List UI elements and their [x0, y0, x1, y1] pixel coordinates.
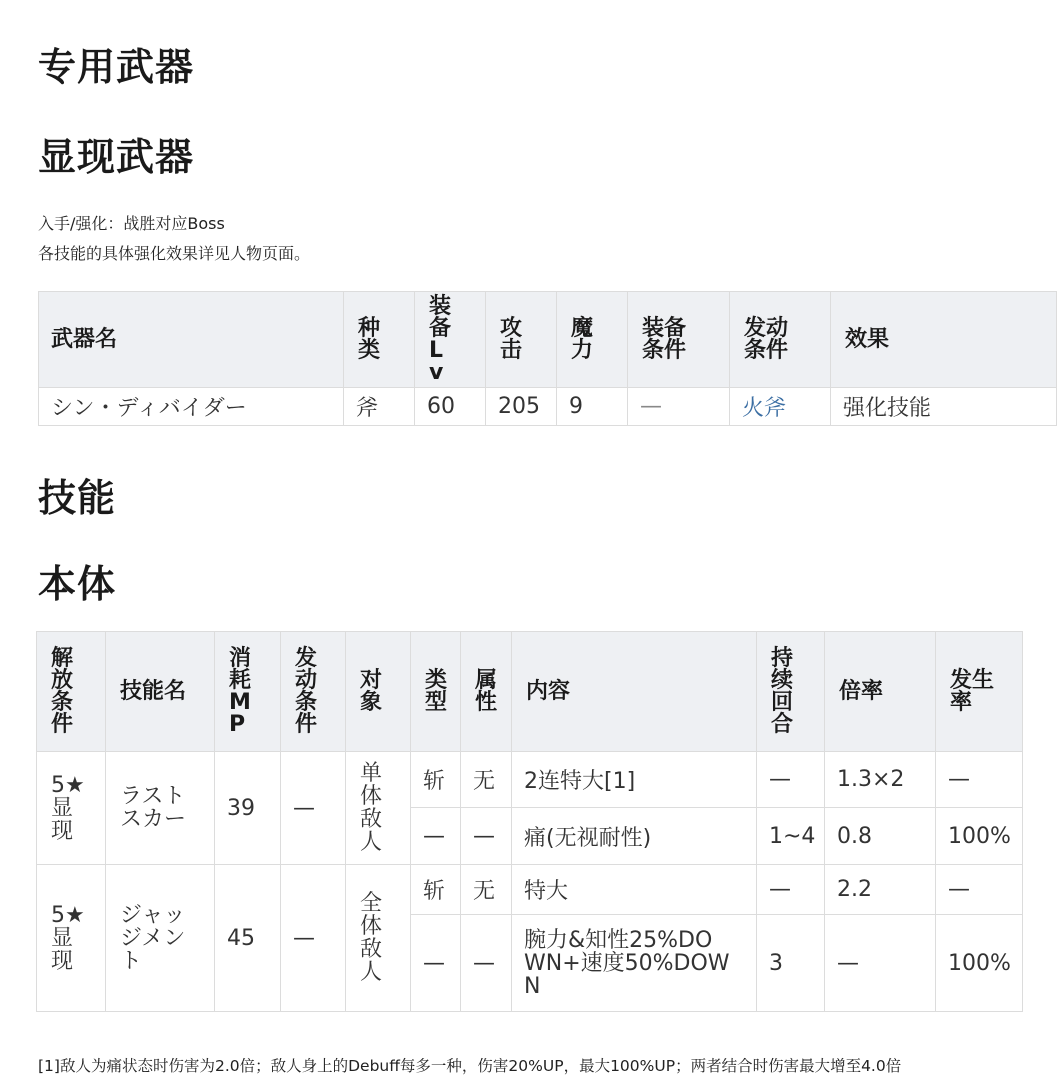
header-type: [411, 632, 461, 752]
effect-content: 痛(无视耐性): [512, 808, 757, 865]
header-type: [344, 292, 415, 388]
effect-chance: 100%: [936, 808, 1023, 865]
skill-unlock-text: 5★显现: [51, 772, 85, 844]
weapon-magic: 9: [557, 388, 628, 426]
note-text: 各技能的具体强化效果详见人物页面。: [38, 244, 311, 263]
skill-target: [346, 752, 411, 865]
effect-chance: —: [936, 865, 1023, 915]
table-row: [37, 752, 1023, 808]
effect-content: [512, 915, 757, 1012]
header-equip-cond: [628, 292, 730, 388]
weapon-row: [39, 388, 1057, 426]
header-skill-name: 技能名: [106, 632, 215, 752]
table-row: [37, 865, 1023, 915]
weapon-table-header: [39, 292, 1057, 388]
skill-name: [106, 752, 215, 865]
weapon-table: [38, 291, 1057, 426]
effect-attr: —: [461, 808, 512, 865]
header-target: [346, 632, 411, 752]
effect-rate: 1.3×2: [825, 752, 936, 808]
header-weapon-name: 武器名: [39, 292, 344, 388]
effect-attr: 无: [461, 752, 512, 808]
skill-cond: —: [281, 865, 346, 1012]
skill-target-text: 单体敌人: [360, 761, 383, 855]
header-rate: 倍率: [825, 632, 936, 752]
weapon-effect: 强化技能: [831, 388, 1057, 426]
weapon-equip-cond: —: [628, 388, 730, 426]
skill-name-text: ジャッジメント: [120, 902, 186, 974]
header-magic: [557, 292, 628, 388]
section-title-manifest: 显现武器: [38, 135, 195, 179]
header-trigger-cond-label: 发动条件: [744, 315, 789, 363]
effect-turns: 1~4: [757, 808, 825, 865]
header-trigger-cond: [730, 292, 831, 388]
skill-unlock-text: 5★显现: [51, 902, 85, 974]
header-mp-label: 消耗MP: [229, 645, 252, 737]
effect-type: 斩: [411, 752, 461, 808]
header-target-label: 对象: [360, 667, 383, 715]
weapon-trigger-cond-link[interactable]: 火斧: [730, 388, 831, 426]
header-chance: [936, 632, 1023, 752]
header-effect: 效果: [831, 292, 1057, 388]
skill-target: [346, 865, 411, 1012]
acquire-text: 入手/强化：战胜对应Boss: [38, 214, 225, 233]
header-equip-lv-label: 装备Lv: [429, 293, 452, 385]
weapon-name: シン・ディバイダー: [39, 388, 344, 426]
effect-chance: 100%: [936, 915, 1023, 1012]
section-title-skill: 技能: [38, 476, 117, 520]
skill-mp: 39: [215, 752, 281, 865]
skill-table: [36, 631, 1023, 1012]
effect-content: 2连特大[1]: [512, 752, 757, 808]
effect-content: 特大: [512, 865, 757, 915]
skill-target-text: 全体敌人: [360, 891, 383, 985]
header-content: 内容: [512, 632, 757, 752]
effect-rate: 0.8: [825, 808, 936, 865]
header-turns-label: 持续回合: [771, 645, 794, 737]
skill-cond: —: [281, 752, 346, 865]
header-type-label: 种类: [358, 315, 381, 363]
header-turns: [757, 632, 825, 752]
section-title-body: 本体: [38, 562, 117, 606]
header-attr-label: 属性: [475, 667, 498, 715]
skill-unlock: [37, 865, 106, 1012]
skill-mp: 45: [215, 865, 281, 1012]
effect-turns: 3: [757, 915, 825, 1012]
effect-turns: —: [757, 865, 825, 915]
skill-table-header: [37, 632, 1023, 752]
header-mp: [215, 632, 281, 752]
effect-attr: —: [461, 915, 512, 1012]
header-unlock: [37, 632, 106, 752]
header-attack: [486, 292, 557, 388]
header-cond: [281, 632, 346, 752]
weapon-attack: 205: [486, 388, 557, 426]
header-chance-label: 发生率: [950, 667, 995, 715]
header-cond-label: 发动条件: [295, 645, 318, 737]
skill-name-text: ラストスカー: [120, 784, 187, 832]
effect-type: —: [411, 915, 461, 1012]
header-attack-label: 攻击: [500, 315, 523, 363]
effect-type: 斩: [411, 865, 461, 915]
page-title-weapon: 专用武器: [38, 45, 195, 89]
effect-type: —: [411, 808, 461, 865]
weapon-equip-lv: 60: [415, 388, 486, 426]
effect-rate: 2.2: [825, 865, 936, 915]
footnote: [1]敌人为痛状态时伤害为2.0倍；敌人身上的Debuff每多一种，伤害20%UP，最大100%UP；两者结合时伤害最大增至4.0倍: [38, 1057, 902, 1075]
skill-unlock: [37, 752, 106, 865]
header-type-label: 类型: [425, 667, 448, 715]
skill-name: [106, 865, 215, 1012]
effect-turns: —: [757, 752, 825, 808]
header-magic-label: 魔力: [571, 315, 594, 363]
header-unlock-label: 解放条件: [51, 645, 74, 737]
effect-rate: —: [825, 915, 936, 1012]
effect-attr: 无: [461, 865, 512, 915]
header-attr: [461, 632, 512, 752]
effect-content-text: 腕力&知性25%DOWN+速度50%DOWN: [524, 927, 730, 999]
effect-chance: —: [936, 752, 1023, 808]
header-equip-cond-label: 装备条件: [642, 315, 687, 363]
weapon-type: 斧: [344, 388, 415, 426]
header-equip-lv: [415, 292, 486, 388]
